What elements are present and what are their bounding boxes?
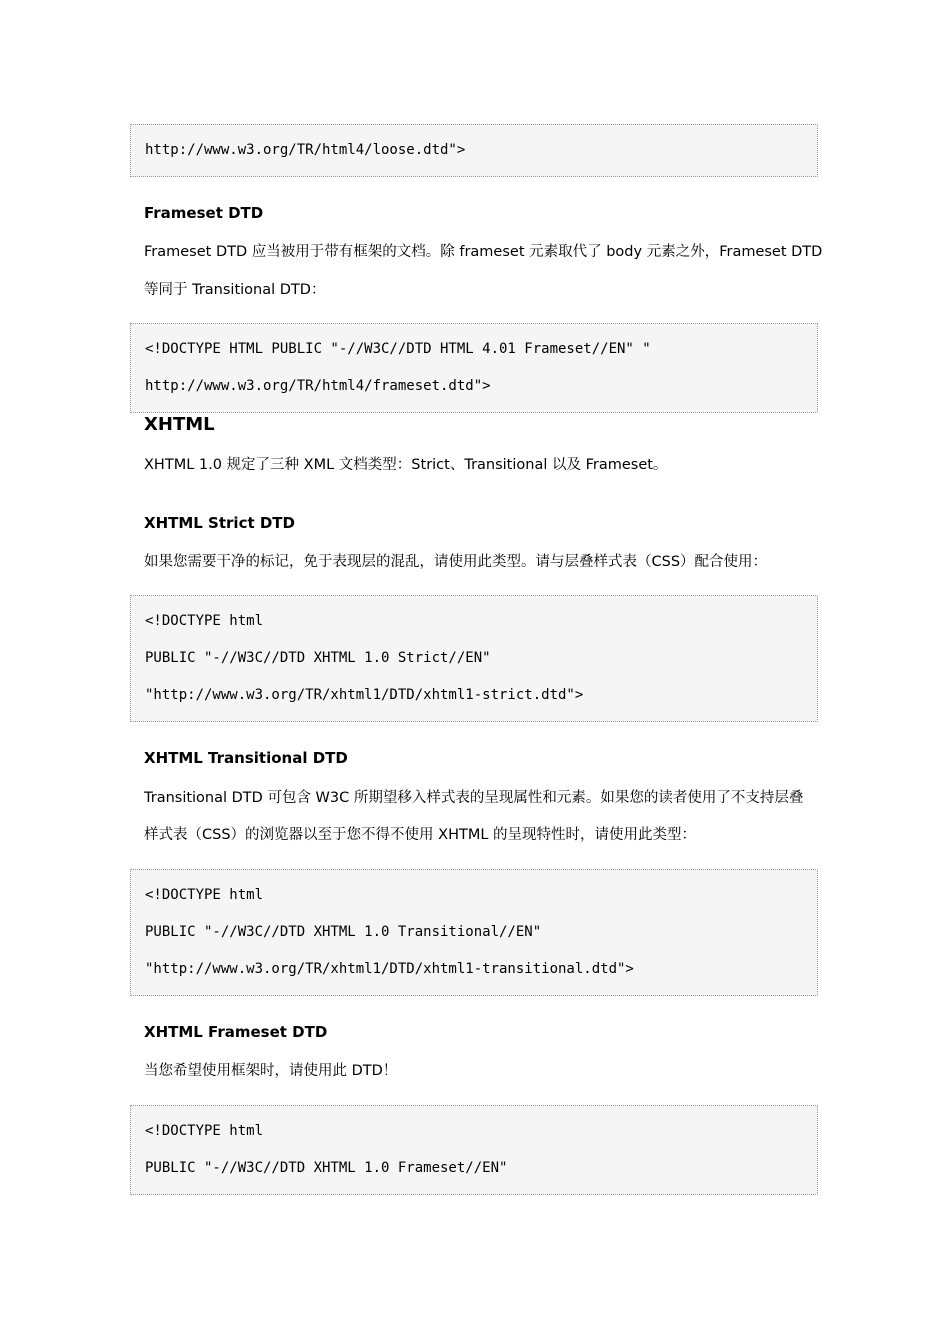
code-line: "http://www.w3.org/TR/xhtml1/DTD/xhtml1-strict.dtd"> — [145, 687, 584, 703]
code-line: http://www.w3.org/TR/html4/loose.dtd"> — [145, 142, 466, 158]
code-line: http://www.w3.org/TR/html4/frameset.dtd"> — [145, 378, 491, 394]
code-block-xhtml-transitional — [130, 869, 818, 996]
heading-xhtml: XHTML — [144, 414, 215, 435]
paragraph-frameset-line-2: 等同于 Transitional DTD： — [144, 282, 326, 298]
code-line: PUBLIC "-//W3C//DTD XHTML 1.0 Strict//EN" — [145, 650, 491, 666]
paragraph-frameset-line-1: Frameset DTD 应当被用于带有框架的文档。除 frameset 元素取代了 body 元素之外，Frameset DTD — [144, 244, 823, 260]
code-line: PUBLIC "-//W3C//DTD XHTML 1.0 Transitional//EN" — [145, 924, 542, 940]
code-line: <!DOCTYPE html — [145, 613, 264, 629]
paragraph-xhtml-frameset: 当您希望使用框架时，请使用此 DTD！ — [144, 1063, 398, 1079]
code-block-xhtml-frameset — [130, 1105, 818, 1195]
code-line: <!DOCTYPE html — [145, 1123, 264, 1139]
code-block-frameset — [130, 323, 818, 413]
code-line: <!DOCTYPE HTML PUBLIC "-//W3C//DTD HTML 4.01 Frameset//EN" " — [145, 341, 651, 357]
paragraph-xhtml: XHTML 1.0 规定了三种 XML 文档类型：Strict、Transitional 以及 Frameset。 — [144, 457, 668, 473]
code-line: "http://www.w3.org/TR/xhtml1/DTD/xhtml1-transitional.dtd"> — [145, 961, 634, 977]
heading-frameset-dtd: Frameset DTD — [144, 204, 264, 222]
paragraph-xhtml-transitional-line-1: Transitional DTD 可包含 W3C 所期望移入样式表的呈现属性和元素。如果您的读者使用了不支持层叠 — [144, 790, 804, 806]
paragraph-xhtml-strict: 如果您需要干净的标记，免于表现层的混乱，请使用此类型。请与层叠样式表（CSS）配合使用： — [144, 554, 768, 570]
code-line: <!DOCTYPE html — [145, 887, 264, 903]
heading-xhtml-transitional: XHTML Transitional DTD — [144, 749, 348, 767]
paragraph-xhtml-transitional-line-2: 样式表（CSS）的浏览器以至于您不得不使用 XHTML 的呈现特性时，请使用此类型： — [144, 827, 697, 843]
code-block-xhtml-strict — [130, 595, 818, 722]
heading-xhtml-frameset: XHTML Frameset DTD — [144, 1023, 328, 1041]
code-block-loose — [130, 124, 818, 177]
heading-xhtml-strict: XHTML Strict DTD — [144, 514, 295, 532]
code-line: PUBLIC "-//W3C//DTD XHTML 1.0 Frameset//EN" — [145, 1160, 508, 1176]
